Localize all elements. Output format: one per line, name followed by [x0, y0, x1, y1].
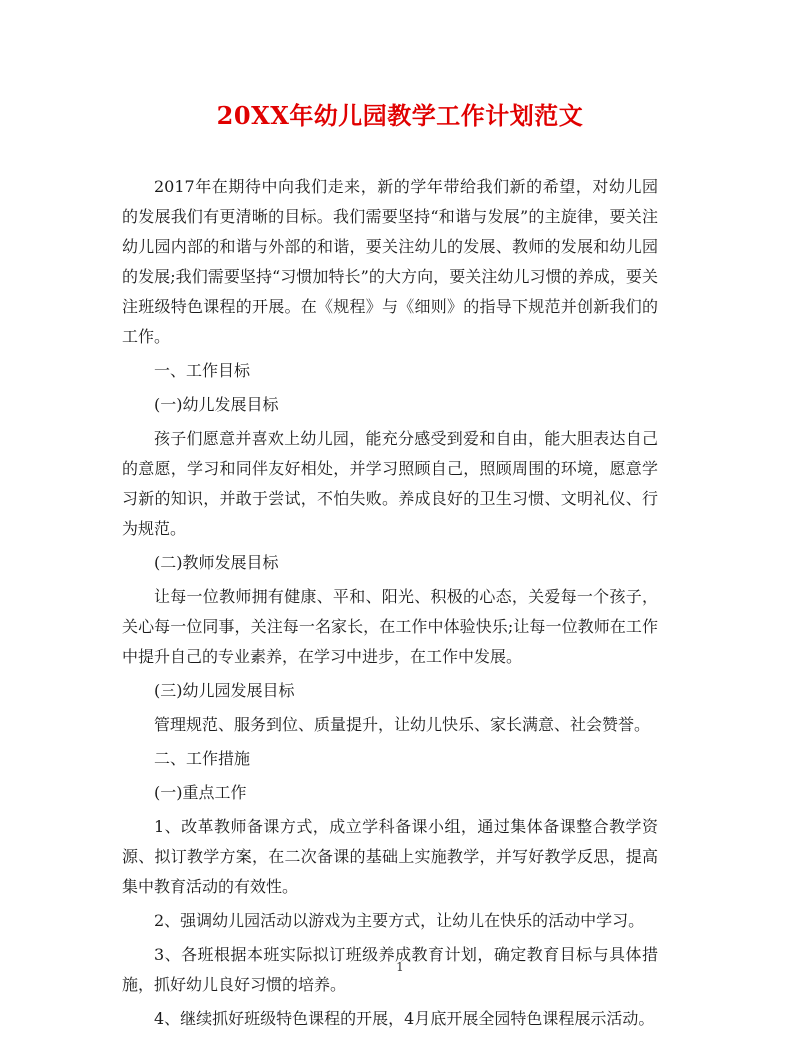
- document-title: 20XX年幼儿园教学工作计划范文: [216, 101, 584, 130]
- section-heading-work-measures: 二、工作措施: [154, 749, 251, 768]
- child-development-paragraph: 孩子们愿意并喜欢上幼儿园，能充分感受到爱和自由，能大胆表达自己的意愿，学习和同伴友好相处，并学习照顾自己，照顾周围的环境，愿意学习新的知识，并敢于尝试，不怕失败。养成良好的卫生习惯、文明礼仪、行为规范。: [122, 429, 658, 538]
- key-work-item-3: 3、各班根据本班实际拟订班级养成教育计划，确定教育目标与具体措施，抓好幼儿良好习惯的培养。: [122, 945, 658, 994]
- key-work-item-4: 4、继续抓好班级特色课程的开展，4月底开展全园特色课程展示活动。: [154, 1009, 655, 1028]
- key-work-item-1: 1、改革教师备课方式，成立学科备课小组，通过集体备课整合教学资源、拟订教学方案，在二次备课的基础上实施教学，并写好教学反思，提高集中教育活动的有效性。: [122, 817, 658, 896]
- page-number: 1: [396, 960, 404, 974]
- subheading-child-development-goals: (一)幼儿发展目标: [154, 395, 279, 414]
- teacher-development-paragraph: 让每一位教师拥有健康、平和、阳光、积极的心态，关爱每一个孩子，关心每一位同事，关注每一名家长，在工作中体验快乐;让每一位教师在工作中提升自己的专业素养，在学习中进步，在工作中发展。: [122, 587, 658, 666]
- section-heading-work-goals: 一、工作目标: [154, 361, 251, 380]
- subheading-teacher-development-goals: (二)教师发展目标: [154, 553, 279, 572]
- document-body: [122, 172, 658, 1038]
- subheading-key-work: (一)重点工作: [154, 783, 247, 802]
- subheading-kindergarten-development-goals: (三)幼儿园发展目标: [154, 681, 295, 700]
- kindergarten-development-paragraph: 管理规范、服务到位、质量提升，让幼儿快乐、家长满意、社会赞誉。: [154, 715, 651, 734]
- intro-paragraph: 2017年在期待中向我们走来，新的学年带给我们新的希望，对幼儿园的发展我们有更清晰的目标。我们需要坚持“和谐与发展”的主旋律，要关注幼儿园内部的和谐与外部的和谐，要关注幼儿的发展、教师的发展和幼儿园的发展;我们需要坚持“习惯加特长”的大方向，要关注幼儿习惯的养成，要关注班级特色课程的开展。在《规程》与《细则》的指导下规范并创新我们的工作。: [122, 177, 658, 346]
- key-work-item-2: 2、强调幼儿园活动以游戏为主要方式，让幼儿在快乐的活动中学习。: [154, 911, 645, 930]
